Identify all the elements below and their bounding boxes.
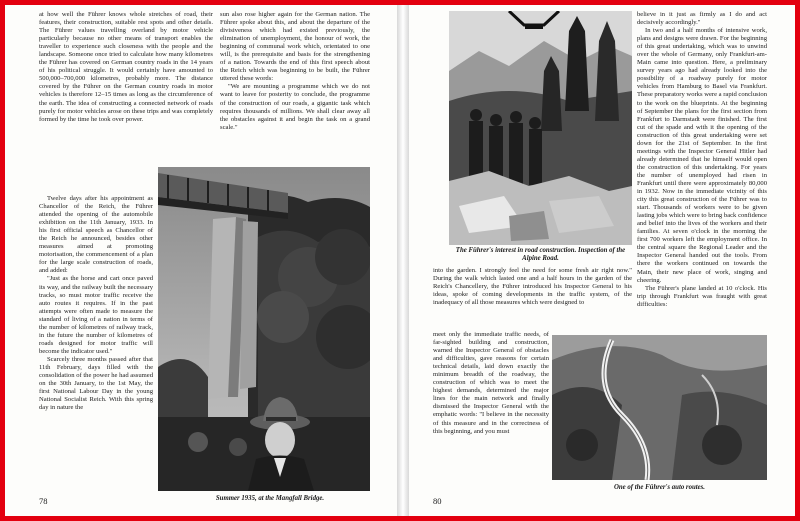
paragraph: into the garden. I strongly feel the need for some fresh air right now." During the walk which lasted one and a half hours in the garden of the Reich's Chancellery, the Führer introduced his Inspector General to his ideas, spoke of coming developments in the traffic system, of the inadequacy of all those measures which were designed to <box>433 267 632 307</box>
right-column-left-top <box>433 267 632 331</box>
page-number: 80 <box>433 496 442 506</box>
paragraph: In two and a half months of intensive work, plans and designs were drawn. For the beginning of this great undertaking, which was to unwind over the whole of Germany, only Frankfurt-am-Main came into question. Here, a preliminary survey years ago had already looked into the possibility of a roadway purely for motor vehicles from Hamburg to Basel via Frankfurt. These preparatory works were a rapid conclusion to the work on the blueprints. At the beginning of September the plans for the first section from Frankfurt to Darmstadt were finished. The first cut of the spade and with it the opening of the construction of this great undertaking were set down for the 21st of September. In the first meetings with the Inspector General Hitler had already determined that he himself would open the construction of this undertaking. For years the number of unemployed had risen in Frankfurt until there were approximately 80,000 in 1932. Now in the immediate vicinity of this city this great construction of the Führer was to start. Thousands of workers were to be given lasting jobs which were to bring back confidence and belief into the lives of the workers and their families. At seven o'clock in the morning the first 700 workers left the employment office. In the central square the Regional Leader and the Inspector General handed out the tools. From there the workers continued on towards the Main, their new place of work, singing and cheering. <box>637 27 767 284</box>
photo-caption: The Führer's interest in road construction. Inspection of the Alpine Road. <box>455 247 626 262</box>
paragraph: believe in it just as firmly as I do and act decisively accordingly." <box>637 11 767 27</box>
left-column-narrow <box>39 195 153 505</box>
quote-paragraph: "We are mounting a programme which we do not want to leave for posterity to conclude, the programme of the construction of our roads, a gigantic task which requires thousands of millions. We shall clear away all the obstacles against it and begin the task on a grand scale." <box>220 83 370 131</box>
book-gutter <box>397 5 409 516</box>
left-page <box>5 5 397 516</box>
paragraph: meet only the immediate traffic needs, of far-sighted building and construction, warned the Inspector General of obstacles and difficulties, gave reasons for certain technical details, laid down exactly the minimum breadth of the roadway, the construction of which was to meet the highest demands, determined the major lines for the main network and finally dismissed the Inspector General with the emphatic words: "I believe in the necessity of this measure and in the correctness of this beginning, and you must <box>433 331 549 435</box>
paragraph: The Führer's plane landed at 10 o'clock. His trip through Frankfurt was fraught with great difficulties: <box>637 284 767 308</box>
right-column-main <box>637 11 767 327</box>
paragraph: Twelve days after his appointment as Chancellor of the Reich, the Führer attended the opening of the automobile exhibition on the 11th January, 1933. In his first official speech as Chancellor of the Reich he announced, besides other measures aimed at promoting motorisation, the commencement of a plan for the large scale construction of roads, and added: <box>39 195 153 275</box>
paragraph: at how well the Führer knows whole stretches of road, their features, their construction, suitable rest spots and other details. The Führer values travelling overland by motor vehicle particularly because no other means of transport enables the traveller to experience such closeness with the people and the landscape. Someone once tried to calculate how many kilometres the Führer has covered on German country roads in the 14 years of his political struggle. It would certainly have amounted to 500,000–700,000 kilometres, probably more. The distance covered by the Führer on the German country roads in motor vehicles is therefore 12–15 times as long as the circumference of the earth. The idea of constructing a connected network of roads purely for motor vehicles arose on these trips and was completely formed by the time he took over power. <box>39 11 213 123</box>
paragraph: Scarcely three months passed after that 11th February, days filled with the consolidation of the power he had assumed on the 30th January, to the 1st May, the first National Labour Day in the young National Socialist Reich. With this spring day in nature the <box>39 355 153 412</box>
mangfall-bridge-photo <box>158 167 370 491</box>
alpine-road-photo <box>449 11 632 245</box>
right-column-left-narrow <box>433 331 549 506</box>
auto-route-aerial-photo <box>552 335 767 480</box>
right-page <box>409 5 795 516</box>
photo-caption: Summer 1935, at the Mangfall Bridge. <box>215 495 325 502</box>
paragraph: sun also rose higher again for the German nation. The Führer spoke about this, and about the departure of the divisiveness which had existed previously, the elimination of unemployment, the honour of work, the beginning of communal work which, orientated to one will, is the prerequisite and basis for the strengthening of a nation. Towards the end of this first speech about the Reich which was beginning to be built, the Führer uttered these words: <box>220 11 370 83</box>
photo-caption: One of the Führer's auto routes. <box>613 484 706 491</box>
page-number: 78 <box>39 496 48 506</box>
book-spread <box>5 5 795 516</box>
left-column-right-top <box>220 11 370 164</box>
quote-paragraph: "Just as the horse and cart once paved its way, and the railway built the necessary tracks, so must motor traffic receive the auto routes it requires. If in the past attempts were often made to measure the standard of living of a nation in terms of the number of kilometres of railway track, in the future the number of kilometres of roads designed for motor traffic will become the indicator used." <box>39 275 153 355</box>
